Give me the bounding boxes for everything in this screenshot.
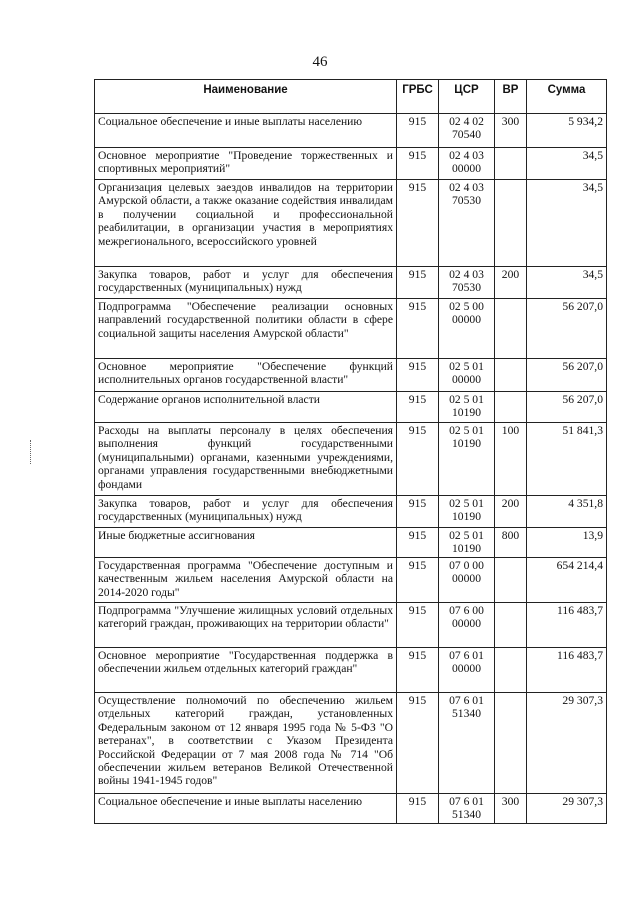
row-vr: 800 bbox=[495, 528, 527, 558]
row-sum: 34,5 bbox=[527, 180, 607, 267]
row-csr: 02 5 01 00000 bbox=[439, 359, 495, 392]
row-name: Иные бюджетные ассигнования bbox=[95, 528, 397, 558]
row-vr: 300 bbox=[495, 794, 527, 824]
row-name: Расходы на выплаты персоналу в целях обеспечения выполнения функций государственными (муниципальными) органами, казенными учреждениями, органами управления государственными внебюджетными фондами bbox=[95, 423, 397, 496]
row-sum: 13,9 bbox=[527, 528, 607, 558]
row-name: Социальное обеспечение и иные выплаты населению bbox=[95, 114, 397, 148]
row-csr: 02 4 03 70530 bbox=[439, 180, 495, 267]
row-grbs: 915 bbox=[397, 794, 439, 824]
table-row bbox=[95, 496, 607, 528]
table-row bbox=[95, 794, 607, 824]
row-csr: 02 4 03 00000 bbox=[439, 148, 495, 180]
row-grbs: 915 bbox=[397, 603, 439, 648]
row-vr bbox=[495, 180, 527, 267]
row-csr: 02 5 01 10190 bbox=[439, 496, 495, 528]
row-grbs: 915 bbox=[397, 496, 439, 528]
row-grbs: 915 bbox=[397, 180, 439, 267]
row-vr bbox=[495, 558, 527, 603]
row-sum: 56 207,0 bbox=[527, 299, 607, 359]
column-header-csr: ЦСР bbox=[439, 80, 495, 114]
row-sum: 116 483,7 bbox=[527, 603, 607, 648]
row-vr bbox=[495, 648, 527, 693]
row-csr: 07 6 00 00000 bbox=[439, 603, 495, 648]
row-vr bbox=[495, 148, 527, 180]
table-row bbox=[95, 648, 607, 693]
table-row bbox=[95, 267, 607, 299]
row-sum: 116 483,7 bbox=[527, 648, 607, 693]
row-vr bbox=[495, 299, 527, 359]
table-row bbox=[95, 148, 607, 180]
row-sum: 51 841,3 bbox=[527, 423, 607, 496]
row-csr: 07 6 01 51340 bbox=[439, 693, 495, 794]
row-name: Основное мероприятие "Обеспечение функций исполнительных органов государственной власти" bbox=[95, 359, 397, 392]
row-name: Основное мероприятие "Государственная поддержка в обеспечении жильем отдельных категорий граждан" bbox=[95, 648, 397, 693]
table-row bbox=[95, 359, 607, 392]
row-sum: 34,5 bbox=[527, 267, 607, 299]
row-grbs: 915 bbox=[397, 693, 439, 794]
row-grbs: 915 bbox=[397, 648, 439, 693]
row-name: Закупка товаров, работ и услуг для обеспечения государственных (муниципальных) нужд bbox=[95, 496, 397, 528]
row-vr bbox=[495, 359, 527, 392]
row-vr: 300 bbox=[495, 114, 527, 148]
table-row bbox=[95, 693, 607, 794]
row-vr: 100 bbox=[495, 423, 527, 496]
row-grbs: 915 bbox=[397, 392, 439, 423]
row-csr: 02 5 01 10190 bbox=[439, 392, 495, 423]
row-grbs: 915 bbox=[397, 267, 439, 299]
table-row bbox=[95, 114, 607, 148]
row-grbs: 915 bbox=[397, 558, 439, 603]
row-csr: 07 0 00 00000 bbox=[439, 558, 495, 603]
row-name: Подпрограмма "Улучшение жилищных условий отдельных категорий граждан, проживающих на территории области" bbox=[95, 603, 397, 648]
row-name: Осуществление полномочий по обеспечению жильем отдельных категорий граждан, установленных Федеральным законом от 12 января 1995 года № 5-ФЗ "О ветеранах", в соответствии с Указом Президента Российской Федерации от 7 мая 2008 года № 714 "Об обеспечении жильем ветеранов Великой Отечественной войны 1941-1945 годов" bbox=[95, 693, 397, 794]
column-header-name: Наименование bbox=[95, 80, 397, 114]
row-name: Закупка товаров, работ и услуг для обеспечения государственных (муниципальных) нужд bbox=[95, 267, 397, 299]
row-sum: 29 307,3 bbox=[527, 693, 607, 794]
row-sum: 34,5 bbox=[527, 148, 607, 180]
row-vr bbox=[495, 693, 527, 794]
table-row bbox=[95, 528, 607, 558]
column-header-grbs: ГРБС bbox=[397, 80, 439, 114]
row-sum: 4 351,8 bbox=[527, 496, 607, 528]
table-row bbox=[95, 180, 607, 267]
margin-mark bbox=[30, 440, 33, 464]
table-row bbox=[95, 392, 607, 423]
row-grbs: 915 bbox=[397, 114, 439, 148]
row-csr: 02 5 01 10190 bbox=[439, 423, 495, 496]
row-name: Социальное обеспечение и иные выплаты населению bbox=[95, 794, 397, 824]
table-row bbox=[95, 558, 607, 603]
row-csr: 07 6 01 00000 bbox=[439, 648, 495, 693]
table-row bbox=[95, 299, 607, 359]
budget-table bbox=[94, 79, 607, 824]
row-csr: 07 6 01 51340 bbox=[439, 794, 495, 824]
row-grbs: 915 bbox=[397, 423, 439, 496]
row-csr: 02 5 00 00000 bbox=[439, 299, 495, 359]
row-sum: 56 207,0 bbox=[527, 392, 607, 423]
row-grbs: 915 bbox=[397, 528, 439, 558]
row-grbs: 915 bbox=[397, 299, 439, 359]
page-number: 46 bbox=[312, 54, 328, 70]
row-name: Основное мероприятие "Проведение торжественных и спортивных мероприятий" bbox=[95, 148, 397, 180]
row-csr: 02 4 03 70530 bbox=[439, 267, 495, 299]
row-name: Содержание органов исполнительной власти bbox=[95, 392, 397, 423]
table-header-row bbox=[95, 80, 607, 114]
table-row bbox=[95, 603, 607, 648]
column-header-sum: Сумма bbox=[527, 80, 607, 114]
row-sum: 29 307,3 bbox=[527, 794, 607, 824]
row-name: Подпрограмма "Обеспечение реализации основных направлений государственной политики области в сфере социальной защиты населения Амурской области" bbox=[95, 299, 397, 359]
row-sum: 654 214,4 bbox=[527, 558, 607, 603]
row-vr: 200 bbox=[495, 267, 527, 299]
table-row bbox=[95, 423, 607, 496]
row-sum: 56 207,0 bbox=[527, 359, 607, 392]
row-vr bbox=[495, 392, 527, 423]
row-csr: 02 5 01 10190 bbox=[439, 528, 495, 558]
row-sum: 5 934,2 bbox=[527, 114, 607, 148]
row-vr bbox=[495, 603, 527, 648]
row-name: Государственная программа "Обеспечение доступным и качественным жильем населения Амурской области на 2014-2020 годы" bbox=[95, 558, 397, 603]
row-vr: 200 bbox=[495, 496, 527, 528]
row-csr: 02 4 02 70540 bbox=[439, 114, 495, 148]
column-header-vr: ВР bbox=[495, 80, 527, 114]
row-grbs: 915 bbox=[397, 148, 439, 180]
row-name: Организация целевых заездов инвалидов на территории Амурской области, а также оказание содействия инвалидам в получении социальной и профессиональной реабилитации, в организации участия в мероприятиях межрегионального, всероссийского уровней bbox=[95, 180, 397, 267]
row-grbs: 915 bbox=[397, 359, 439, 392]
